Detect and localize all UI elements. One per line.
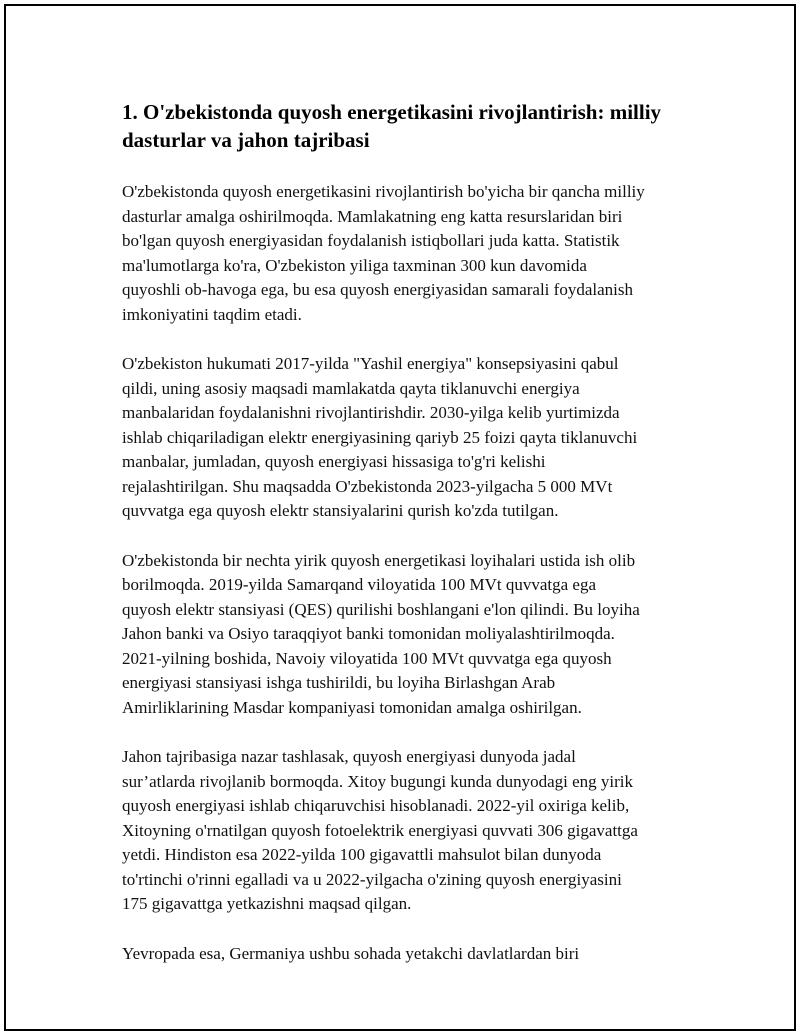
heading-line: dasturlar va jahon tajribasi	[122, 128, 370, 152]
text-line: Xitoyning o'rnatilgan quyosh fotoelektrik energiyasi quvvati 306 gigavattga	[122, 820, 638, 840]
text-line: 175 gigavattga yetkazishni maqsad qilgan.	[122, 894, 412, 913]
text-line: imkoniyatini taqdim etadi.	[122, 304, 302, 324]
text-line: 2021-yilning boshida, Navoiy viloyatida 100 MVt quvvatga ega quyosh	[122, 648, 612, 668]
text-line: Amirliklarining Masdar kompaniyasi tomonidan amalga oshirilgan.	[122, 697, 582, 717]
paragraph-3	[122, 549, 722, 721]
paragraph-2	[122, 352, 722, 524]
text-line: Jahon banki va Osiyo taraqqiyot banki tomonidan moliyalashtirilmoqda.	[122, 624, 615, 643]
text-line: O'zbekistonda bir nechta yirik quyosh energetikasi loyihalari ustida ish olib	[122, 550, 636, 570]
text-line: O'zbekistonda quyosh energetikasini rivojlantirish bo'yicha bir qancha milliy	[122, 182, 645, 201]
text-line: O'zbekiston hukumati 2017-yilda "Yashil energiya" konsepsiyasini qabul	[122, 354, 619, 373]
text-line: rejalashtirilgan. Shu maqsadda O'zbekistonda 2023-yilgacha 5 000 MVt	[122, 476, 613, 496]
paragraph-4	[122, 745, 722, 917]
text-line: ishlab chiqariladigan elektr energiyasining qariyb 25 foizi qayta tiklanuvchi	[122, 427, 638, 447]
text-line: to'rtinchi o'rinni egalladi va u 2022-yilgacha o'zining quyosh energiyasini	[122, 869, 622, 889]
paragraph-5	[122, 942, 722, 967]
page-frame	[4, 4, 796, 1031]
text-line: qildi, uning asosiy maqsadi mamlakatda qayta tiklanuvchi energiya	[122, 378, 580, 398]
paragraph-1	[122, 180, 722, 327]
text-line: quvvatga ega quyosh elektr stansiyalarini qurish ko'zda tutilgan.	[122, 501, 559, 520]
text-line: quyoshli ob-havoga ega, bu esa quyosh energiyasidan samarali foydalanish	[122, 280, 633, 299]
document-body	[122, 98, 722, 991]
heading-line: 1. O'zbekistonda quyosh energetikasini rivojlantirish: milliy	[122, 100, 662, 124]
text-line: quyosh energiyasi ishlab chiqaruvchisi hisoblanadi. 2022-yil oxiriga kelib,	[122, 796, 630, 815]
text-line: borilmoqda. 2019-yilda Samarqand viloyatida 100 MVt quvvatga ega	[122, 575, 597, 594]
text-line: manbalar, jumladan, quyosh energiyasi hissasiga to'g'ri kelishi	[122, 452, 546, 471]
text-line: bo'lgan quyosh energiyasidan foydalanish istiqbollari juda katta. Statistik	[122, 231, 620, 250]
text-line: quyosh elektr stansiyasi (QES) qurilishi boshlangani e'lon qilindi. Bu loyiha	[122, 599, 640, 619]
text-line: Jahon tajribasiga nazar tashlasak, quyosh energiyasi dunyoda jadal	[122, 747, 576, 766]
text-line: energiyasi stansiyasi ishga tushirildi, bu loyiha Birlashgan Arab	[122, 673, 556, 692]
text-line: Yevropada esa, Germaniya ushbu sohada yetakchi davlatlardan biri	[122, 943, 580, 963]
text-line: manbalaridan foydalanishni rivojlantirishdir. 2030-yilga kelib yurtimizda	[122, 403, 620, 422]
text-line: dasturlar amalga oshirilmoqda. Mamlakatning eng katta resurslaridan biri	[122, 206, 623, 226]
text-line: yetdi. Hindiston esa 2022-yilda 100 gigavattli mahsulot bilan dunyoda	[122, 845, 602, 864]
text-line: ma'lumotlarga ko'ra, O'zbekiston yiliga taxminan 300 kun davomida	[122, 255, 587, 275]
document-heading	[122, 98, 722, 154]
text-line: sur’atlarda rivojlanib bormoqda. Xitoy bugungi kunda dunyodagi eng yirik	[122, 771, 634, 791]
